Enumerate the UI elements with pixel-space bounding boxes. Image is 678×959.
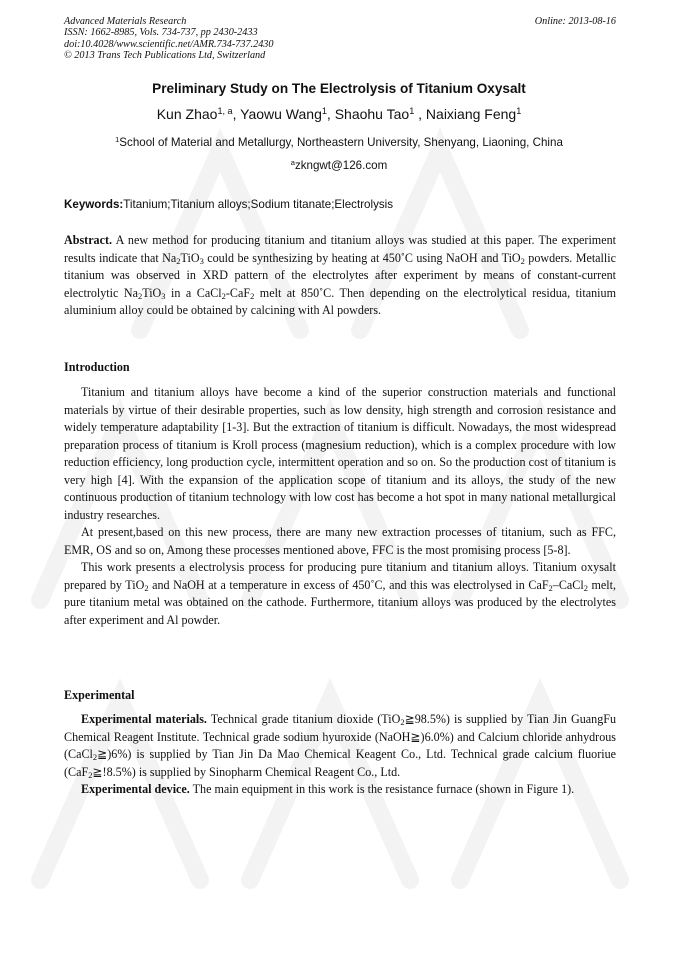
paragraph-text: This work presents a electrolysis process for producing pure titanium and titanium alloys. Titanium oxysalt prepared by TiO <box>64 560 616 592</box>
paragraph <box>64 559 616 629</box>
paragraph: Titanium and titanium alloys have become a kind of the superior construction materials and functional materials by virtue of their desirable properties, such as low density, high strength and corrosion resistance and widely temperature adaptability [1-3]. But the extraction of titanium is difficult. Nowadays, the most widespread preparation process of titanium is Kroll process (magnesium reduction), which is a complex procedure with low reduction efficiency, long production cycle, intermittent operation and so on. So the production cost of titanium is very high [4]. With the expansion of the application scope of titanium and its alloys, the study of the new continuous production of titanium technology with low cost has become a hot spot in many national metallurgical industry researches. <box>64 385 616 522</box>
paragraph-text: Technical grade titanium dioxide (TiO <box>206 712 401 726</box>
author-affil-marker: 1, a <box>217 106 233 116</box>
author-email <box>0 159 678 172</box>
journal-header <box>64 16 616 61</box>
affiliation-text: School of Material and Metallurgy, Northeastern University, Shenyang, Liaoning, China <box>119 136 563 149</box>
paragraph-text: melt, pure titanium metal was obtained on the cathode. Furthermore, titanium alloys was produced by the electrolytes after experiment and Al powder. <box>64 577 616 627</box>
subscript: 3 <box>161 290 166 301</box>
paragraph-text: ≧!8.5%) is supplied by Sinopharm Chemical Reagent Co., Ltd. <box>92 764 401 779</box>
keywords-text: Titanium;Titanium alloys;Sodium titanate;Electrolysis <box>123 198 394 211</box>
subscript: 2 <box>520 255 525 266</box>
run-in-heading: Experimental materials. <box>81 712 207 726</box>
author-affil-marker: 1 <box>516 106 522 116</box>
subscript: 2 <box>88 769 93 780</box>
paragraph-text: The main equipment in this work is the resistance furnace (shown in Figure 1). <box>189 782 575 796</box>
paragraph-text: and NaOH at a temperature in excess of 450˚C, and this was electrolysed in CaF <box>148 577 549 592</box>
subscript: 2 <box>548 582 553 593</box>
experimental-body <box>64 711 616 799</box>
paragraph-text: ≧98.5%) is supplied by Tian Jin GuangFu Chemical Reagent Institute. Technical grade sodium hyuroxide (NaOH≧)6.0%) and Calcium chloride anhydrous (CaCl <box>64 712 617 761</box>
subscript: 2 <box>144 582 149 593</box>
abstract-text: A new method for producing titanium and titanium alloys was studied at this paper. The experiment results indicate that Na <box>64 233 616 265</box>
keywords <box>64 198 616 211</box>
affil-marker: 1 <box>115 134 120 144</box>
author-separator: , <box>414 106 426 122</box>
abstract-text: melt at 850˚C. Then depending on the electrolytical residua, titanium aluminium alloy could be obtained by calcining with Al powders. <box>64 285 616 317</box>
subscript: 2 <box>221 290 226 301</box>
author-affil-marker: 1 <box>321 106 327 116</box>
abstract-text: -CaF <box>225 285 251 300</box>
author-separator: , <box>232 106 241 122</box>
paragraph-text: –CaCl <box>552 577 584 592</box>
introduction-body <box>64 384 616 629</box>
subscript: 2 <box>92 752 98 763</box>
author-list <box>0 106 678 122</box>
online-date: Online: 2013-08-16 <box>534 16 616 27</box>
abstract-text: powders. Metallic titanium was observed in XRD pattern of the electrolytes after experiment by means of constant-current electrolytic Na <box>64 250 616 300</box>
author-affil-marker: 1 <box>409 106 415 116</box>
subscript: 2 <box>583 582 588 593</box>
author-name: Naixiang Feng <box>425 106 517 122</box>
email-marker: a <box>290 157 295 167</box>
section-heading-experimental: Experimental <box>64 688 135 702</box>
journal-name: Advanced Materials Research <box>64 16 187 27</box>
issn-line: ISSN: 1662-8985, Vols. 734-737, pp 2430-2433 <box>64 27 258 39</box>
keywords-label: Keywords: <box>64 198 124 211</box>
abstract-text: TiO <box>180 250 200 265</box>
run-in-heading: Experimental device. <box>81 782 190 796</box>
abstract-text: could be synthesizing by heating at 450˚C using NaOH and TiO <box>203 250 521 265</box>
subscript: 3 <box>199 255 204 266</box>
author-name: Shaohu Tao <box>334 106 410 122</box>
copyright-line: © 2013 Trans Tech Publications Ltd, Switzerland <box>64 49 266 61</box>
abstract-label: Abstract. <box>64 233 113 247</box>
paragraph <box>64 781 616 799</box>
doi-line: doi:10.4028/www.scientific.net/AMR.734-737.2430 <box>64 38 274 50</box>
author-name: Yaowu Wang <box>240 106 322 122</box>
paragraph <box>64 711 616 781</box>
abstract-text: in a CaCl <box>165 285 222 300</box>
subscript: 2 <box>400 717 405 728</box>
subscript: 2 <box>138 290 143 301</box>
paragraph: At present,based on this new process, there are many new extraction processes of titanium, such as FFC, EMR, OS and so on, Among these processes mentioned above, FFC is the most promising process [5-8]. <box>64 525 616 557</box>
abstract-text: TiO <box>142 285 162 300</box>
subscript: 2 <box>250 290 255 301</box>
paper-title: Preliminary Study on The Electrolysis of Titanium Oxysalt <box>152 81 526 96</box>
affiliation <box>0 136 678 149</box>
section-heading-introduction: Introduction <box>64 360 130 374</box>
abstract <box>64 232 616 320</box>
subscript: 2 <box>176 255 181 266</box>
author-separator: , <box>326 106 335 122</box>
email-address: zkngwt@126.com <box>294 159 388 172</box>
paragraph-text: ≧)6%) is supplied by Tian Jin Da Mao Chemical Keagent Co., Ltd. Technical grade calcium fluoriue (CaF <box>64 747 616 779</box>
author-name: Kun Zhao <box>156 106 218 122</box>
